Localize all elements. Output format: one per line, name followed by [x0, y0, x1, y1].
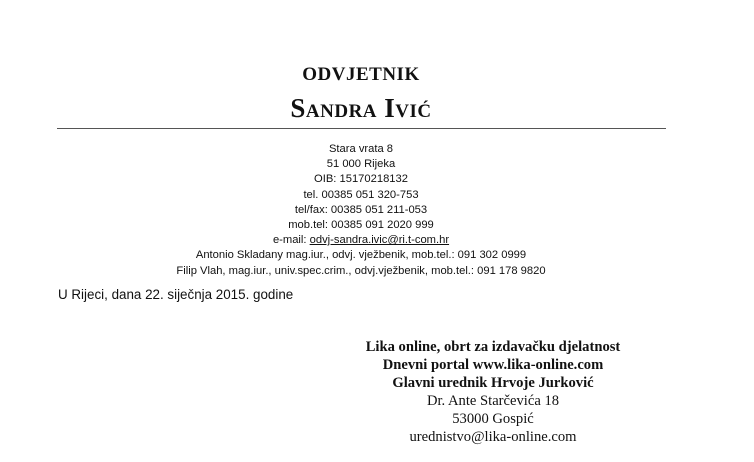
recipient-company: Lika online, obrt za izdavačku djelatnost	[365, 339, 621, 355]
contact-email-line	[0, 233, 722, 248]
recipient-block	[343, 338, 643, 446]
recipient-portal: Dnevni portal www.lika-online.com	[382, 357, 604, 373]
date-line: U Rijeci, dana 22. siječnja 2015. godine	[58, 287, 294, 302]
letterhead-title: ODVJETNIK	[302, 64, 420, 85]
contact-associate-2: Filip Vlah, mag.iur., univ.spec.crim., odvj.vježbenik, mob.tel.: 091 178 9820	[176, 264, 546, 277]
contact-telfax: tel/fax: 00385 051 211-053	[294, 203, 428, 216]
contact-oib: OIB: 15170218132	[314, 173, 408, 186]
letterhead-divider	[57, 128, 666, 129]
contact-tel: tel. 00385 051 320-753	[303, 188, 419, 201]
contact-city: 51 000 Rijeka	[326, 158, 396, 171]
contact-address: Stara vrata 8	[328, 143, 394, 155]
recipient-city: 53000 Gospić	[452, 411, 534, 427]
recipient-email: urednistvo@lika-online.com	[409, 429, 577, 445]
email-label: e-mail:	[272, 234, 307, 247]
contact-mobtel: mob.tel: 00385 091 2020 999	[288, 219, 434, 232]
recipient-street: Dr. Ante Starčevića 18	[426, 393, 560, 409]
recipient-editor: Glavni urednik Hrvoje Jurković	[392, 375, 594, 391]
email-link[interactable]: odvj-sandra.ivic@ri.t-com.hr	[309, 234, 450, 247]
contact-block	[0, 142, 722, 279]
letterhead-name: Sandra Ivić	[290, 93, 432, 123]
contact-associate-1: Antonio Skladany mag.iur., odvj. vježbenik, mob.tel.: 091 302 0999	[195, 249, 527, 262]
